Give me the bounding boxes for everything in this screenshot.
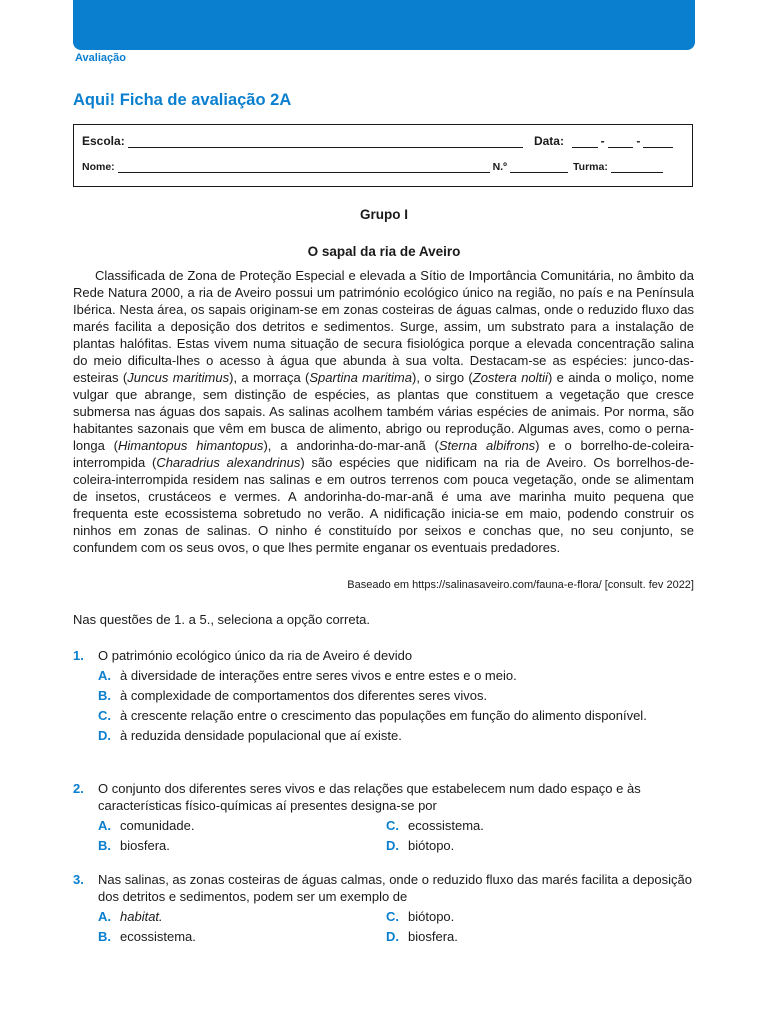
- option-c[interactable]: [386, 908, 694, 925]
- sheet-title: Aqui! Ficha de avaliação 2A: [73, 91, 292, 109]
- species-name: Himantopus himantopus: [118, 438, 264, 453]
- question-3: [73, 871, 694, 945]
- question-2: [73, 780, 694, 854]
- text-segment: ) e o borrelho-de-coleira-interrompida (: [73, 438, 694, 470]
- species-name: Zostera noltii: [472, 370, 548, 385]
- question-number: 1.: [73, 648, 84, 663]
- options-grid: [73, 905, 694, 945]
- class-label: Turma:: [573, 161, 608, 173]
- number-label: N.º: [492, 161, 508, 173]
- option-d[interactable]: [386, 837, 694, 854]
- species-name: Juncus maritimus: [127, 370, 230, 385]
- option-d[interactable]: [386, 928, 694, 945]
- option-text: ecossistema.: [120, 929, 196, 944]
- name-label: Nome:: [82, 161, 115, 173]
- name-row: [82, 160, 676, 173]
- question-number: 2.: [73, 781, 84, 796]
- option-letter: B.: [98, 838, 111, 853]
- option-c[interactable]: [386, 817, 694, 834]
- text-segment: ) são espécies que nidificam na ria de Aveiro. Os borrelhos-de-coleira-interrompida residem nas salinas e em outros terrenos com pouca vegetação, onde se alimentam de insetos, crustáceos e vermes. A andorinha-do-mar-anã é uma ave marinha muito pequena que frequenta este ecossistema sobretudo no verão. A nidificação inicia-se em maio, podendo construir os ninhos em zonas de salinas. O ninho é constituído por seixos e conchas que, no seu conjunto, se confundem com os seus ovos, o que lhes permite enganar os eventuais predadores.: [73, 455, 694, 555]
- option-text: ecossistema.: [408, 818, 484, 833]
- option-a[interactable]: [73, 667, 694, 684]
- text-segment: ), a andorinha-do-mar-anã (: [263, 438, 439, 453]
- question-1: [73, 647, 694, 744]
- option-letter: A.: [98, 909, 111, 924]
- option-letter: D.: [98, 728, 111, 743]
- option-text: à diversidade de interações entre seres vivos e entre estes e o meio.: [120, 668, 517, 683]
- option-letter: C.: [98, 708, 111, 723]
- option-letter: A.: [98, 668, 111, 683]
- number-field[interactable]: [510, 160, 568, 173]
- option-text: biótopo.: [408, 909, 455, 924]
- option-text: à reduzida densidade populacional que aí existe.: [120, 728, 402, 743]
- text-segment: Classificada de Zona de Proteção Especial e elevada a Sítio de Importância Comunitária, no âmbito da Rede Natura 2000, a ria de Aveiro possui um património ecológico único na região, no país e na Península Ibérica. Nesta área, os sapais originam-se em zonas costeiras de águas calmas, onde o reduzido fluxo das marés facilita a deposição dos detritos e sedimentos. Surge, assim, um substrato para a instalação de plantas halófitas. Estas vivem numa situação de secura fisiológica porque a elevada concentração salina do meio dificulta-lhes o acesso à água que abunda à sua volta. Destacam-se as espécies: junco-das-esteiras (: [73, 268, 694, 385]
- date-separator: -: [600, 134, 605, 148]
- school-field[interactable]: [128, 135, 523, 148]
- species-name: Charadrius alexandrinus: [156, 455, 301, 470]
- group-title: Grupo I: [360, 207, 408, 222]
- name-field[interactable]: [118, 160, 490, 173]
- options-grid: [73, 814, 694, 854]
- option-b[interactable]: [73, 837, 386, 854]
- species-name: Sterna albifrons: [438, 438, 536, 453]
- identification-box: [73, 124, 693, 187]
- option-text: biosfera.: [408, 929, 458, 944]
- text-segment: ) e ainda o moliço, nome vulgar que abrange, sem distinção de espécies, as plantas que constituem a vegetação que cresce submersa nas águas dos sapais. As salinas acolhem também várias espécies de animais. Por norma, são habitantes sazonais que vêm em busca de alimento, abrigo ou reprodução. Algumas aves, como o perna-longa (: [73, 370, 695, 453]
- option-c[interactable]: [73, 707, 694, 724]
- school-row: [82, 134, 676, 148]
- date-year-field[interactable]: [643, 135, 673, 148]
- school-label: Escola:: [82, 134, 125, 148]
- option-letter: C.: [386, 909, 399, 924]
- question-text: O conjunto dos diferentes seres vivos e das relações que estabelecem num dado espaço e às características físico-químicas aí presentes designa-se por: [98, 781, 641, 813]
- option-d[interactable]: [73, 727, 694, 744]
- option-b[interactable]: [73, 928, 386, 945]
- option-text: à complexidade de comportamentos dos diferentes seres vivos.: [120, 688, 488, 703]
- option-letter: B.: [98, 688, 111, 703]
- question-text: O património ecológico único da ria de Aveiro é devido: [98, 648, 413, 663]
- option-text: biosfera.: [120, 838, 170, 853]
- option-letter: D.: [386, 838, 399, 853]
- option-a[interactable]: [73, 908, 386, 925]
- date-separator: -: [636, 134, 641, 148]
- option-text: biótopo.: [408, 838, 455, 853]
- reading-text: [73, 267, 694, 556]
- option-text: habitat.: [120, 909, 163, 924]
- date-month-field[interactable]: [608, 135, 634, 148]
- date-day-field[interactable]: [572, 135, 598, 148]
- option-letter: D.: [386, 929, 399, 944]
- species-name: Spartina maritima: [309, 370, 412, 385]
- header-bar: [73, 0, 695, 50]
- question-text: Nas salinas, as zonas costeiras de águas calmas, onde o reduzido fluxo das marés facilita a deposição dos detritos e sedimentos, podem ser um exemplo de: [98, 872, 692, 904]
- option-b[interactable]: [73, 687, 694, 704]
- text-segment: ), a morraça (: [229, 370, 310, 385]
- option-letter: A.: [98, 818, 111, 833]
- option-letter: B.: [98, 929, 111, 944]
- option-a[interactable]: [73, 817, 386, 834]
- source-citation: Baseado em https://salinasaveiro.com/fauna-e-flora/ [consult. fev 2022]: [347, 579, 694, 591]
- option-text: à crescente relação entre o crescimento das populações em função do alimento disponível.: [120, 708, 647, 723]
- instruction-text: Nas questões de 1. a 5., seleciona a opção correta.: [73, 612, 371, 627]
- section-label: Avaliação: [75, 52, 126, 64]
- text-segment: ), o sirgo (: [412, 370, 473, 385]
- option-letter: C.: [386, 818, 399, 833]
- text-title: O sapal da ria de Aveiro: [307, 244, 461, 259]
- question-number: 3.: [73, 872, 84, 887]
- option-text: comunidade.: [120, 818, 195, 833]
- class-field[interactable]: [611, 160, 663, 173]
- date-label: Data:: [533, 134, 564, 148]
